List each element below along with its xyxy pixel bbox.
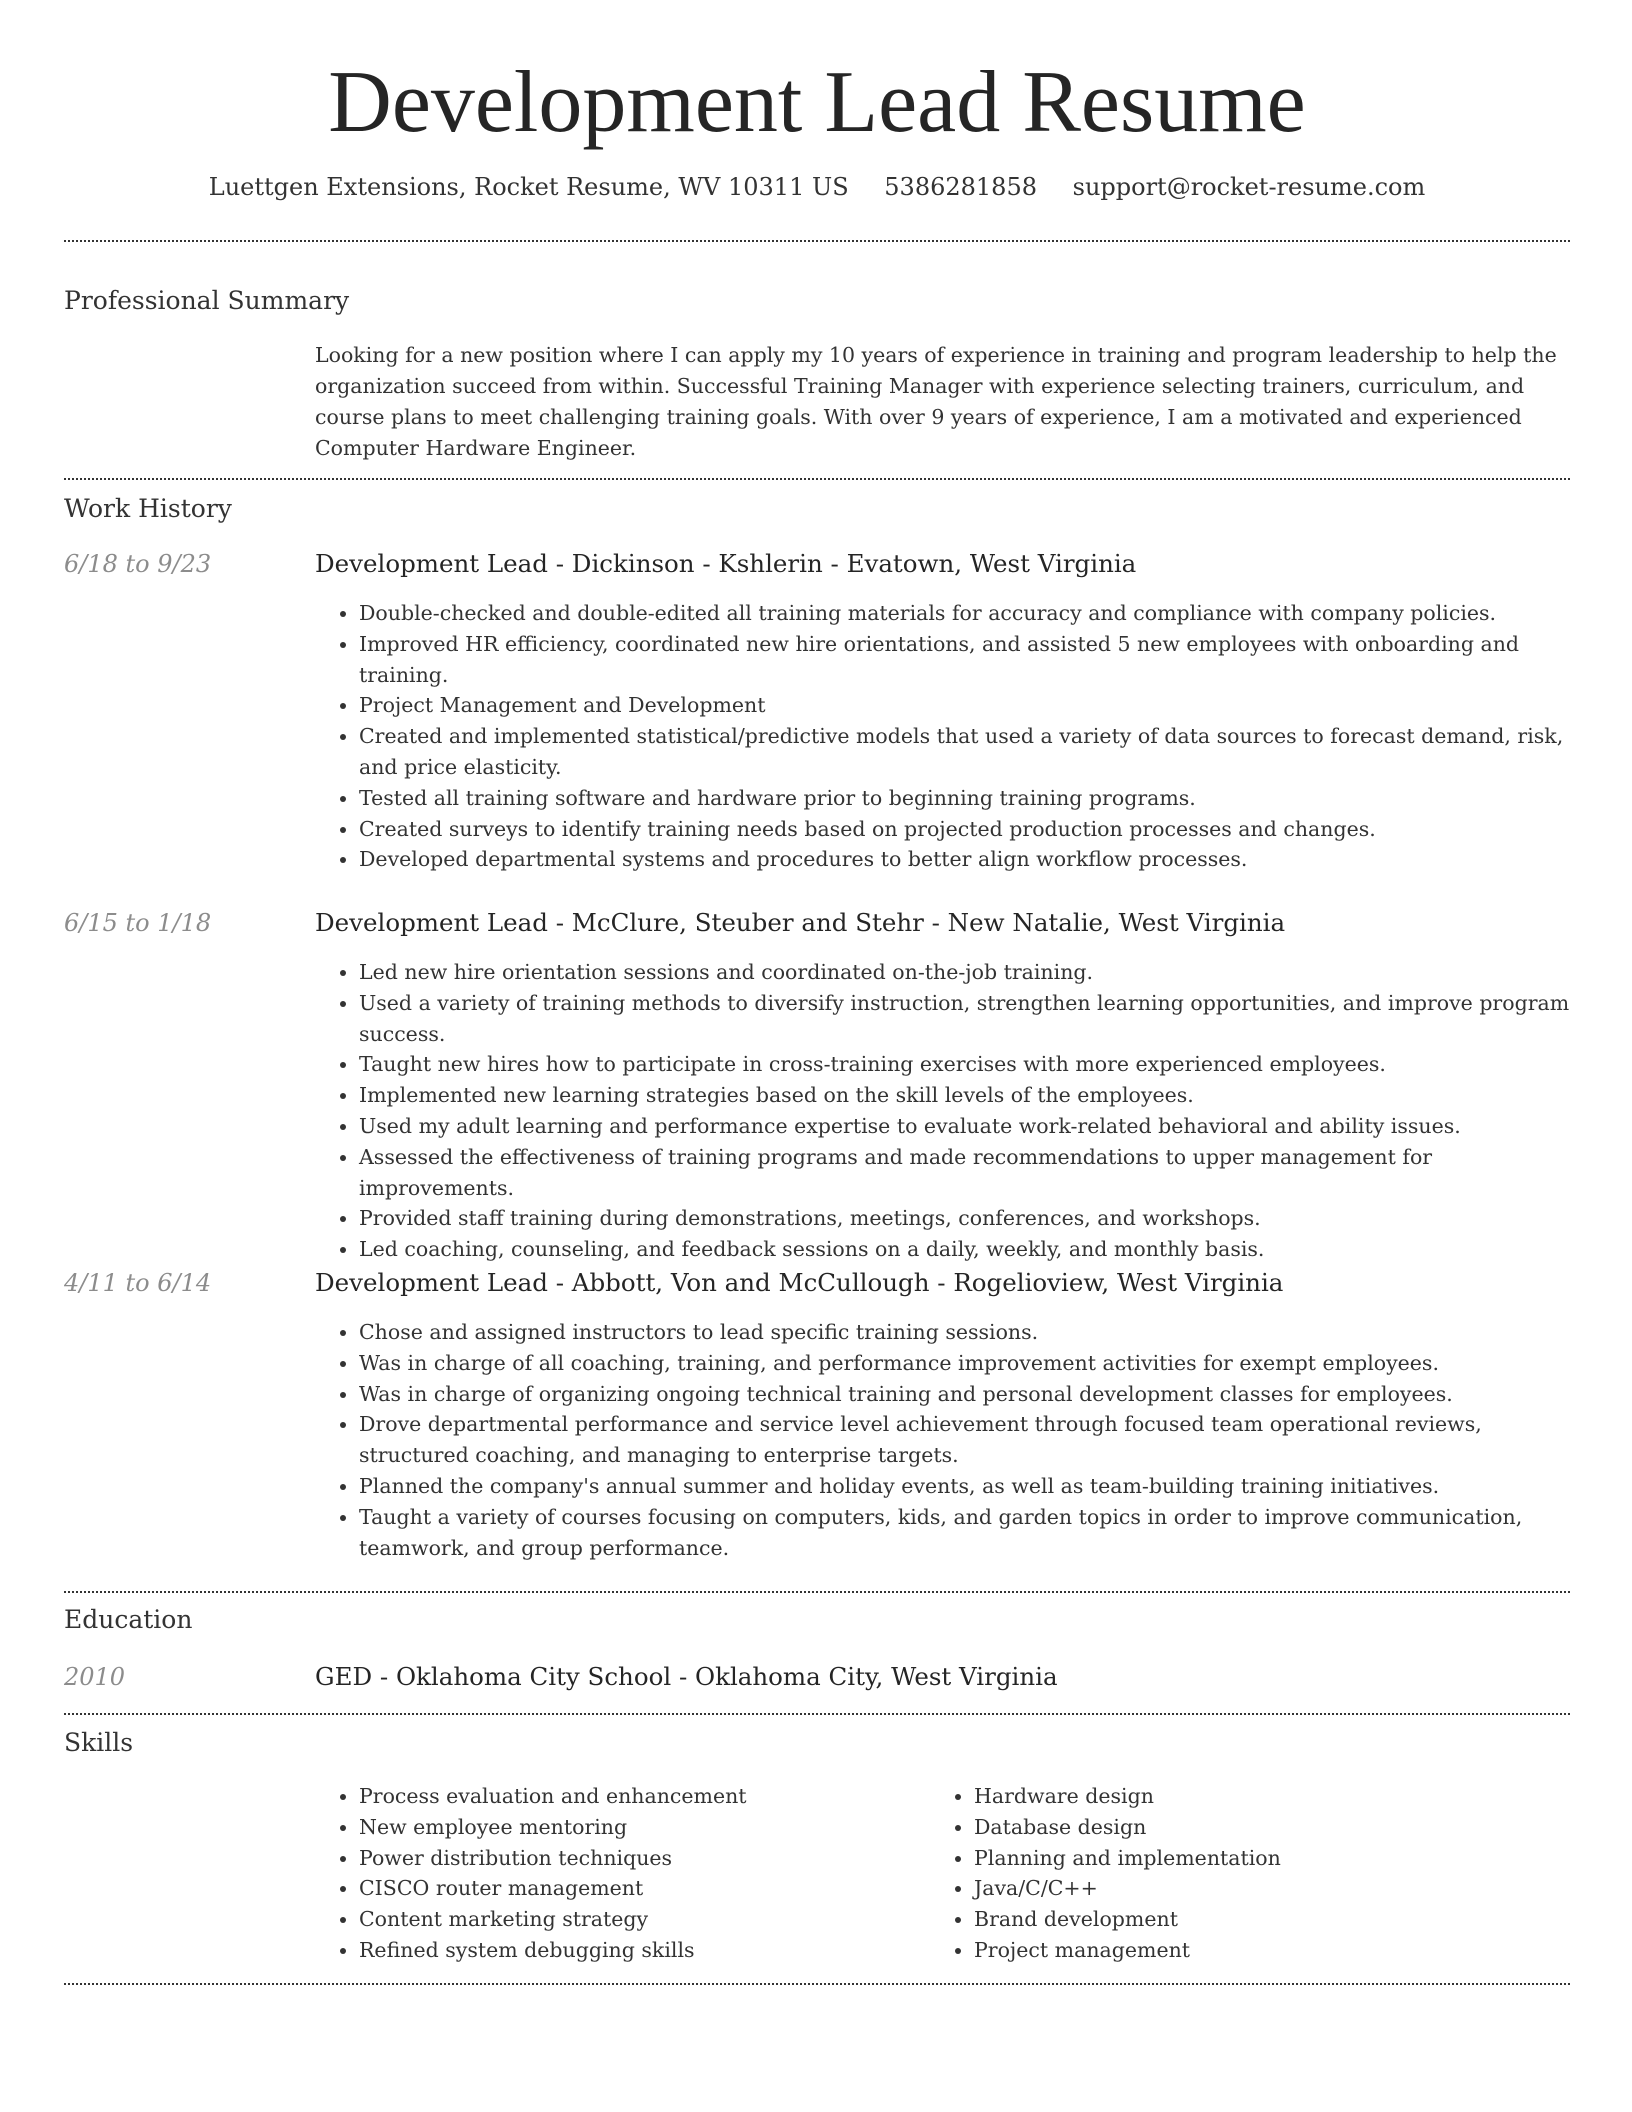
contact-email: support@rocket-resume.com <box>1072 173 1426 201</box>
skill-item: • New employee mentoring <box>359 1812 915 1843</box>
job-dates: 4/11 to 6/14 <box>64 1269 212 1297</box>
skill-item: • Refined system debugging skills <box>359 1935 915 1966</box>
job-bullet: • Was in charge of organizing ongoing technical training and personal development classes for employees. <box>359 1379 1575 1410</box>
job-bullets <box>315 957 1575 1265</box>
job-bullet: • Created surveys to identify training needs based on projected production processes and changes. <box>359 814 1575 845</box>
skills-list-right <box>930 1781 1530 1966</box>
divider <box>64 478 1570 480</box>
skill-item: • Brand development <box>974 1904 1530 1935</box>
job-bullet: • Taught new hires how to participate in cross-training exercises with more experienced employees. <box>359 1049 1575 1080</box>
skill-item: • Content marketing strategy <box>359 1904 915 1935</box>
job-bullet: • Led new hire orientation sessions and coordinated on-the-job training. <box>359 957 1575 988</box>
skill-item: • Power distribution techniques <box>359 1843 915 1874</box>
job-bullet: • Provided staff training during demonstrations, meetings, conferences, and workshops. <box>359 1203 1575 1234</box>
job-dates: 6/15 to 1/18 <box>64 909 212 937</box>
job-title: Development Lead - Dickinson - Kshlerin - Evatown, West Virginia <box>315 549 1137 578</box>
skills-heading: Skills <box>64 1728 134 1757</box>
job-bullets <box>315 598 1575 875</box>
work-history-heading: Work History <box>64 494 232 523</box>
skills-list-left <box>315 1781 915 1966</box>
job-bullet: • Planned the company's annual summer and holiday events, as well as team-building training initiatives. <box>359 1471 1575 1502</box>
skill-item: • Process evaluation and enhancement <box>359 1781 915 1812</box>
job-bullet: • Used a variety of training methods to diversify instruction, strengthen learning opportunities, and improve program success. <box>359 988 1575 1050</box>
job-bullet: • Double-checked and double-edited all training materials for accuracy and compliance with company policies. <box>359 598 1575 629</box>
job-bullet: • Tested all training software and hardware prior to beginning training programs. <box>359 783 1575 814</box>
education-heading: Education <box>64 1605 193 1634</box>
skill-item: • Java/C/C++ <box>974 1873 1530 1904</box>
job-bullet: • Improved HR efficiency, coordinated new hire orientations, and assisted 5 new employees with onboarding and training. <box>359 629 1575 691</box>
divider <box>64 240 1570 242</box>
contact-address: Luettgen Extensions, Rocket Resume, WV 10311 US <box>208 173 849 201</box>
education-year: 2010 <box>64 1663 126 1691</box>
job-bullet: • Assessed the effectiveness of training programs and made recommendations to upper management for improvements. <box>359 1142 1575 1204</box>
summary-heading: Professional Summary <box>64 286 350 315</box>
divider <box>64 1713 1570 1715</box>
job-bullet: • Was in charge of all coaching, training, and performance improvement activities for exempt employees. <box>359 1348 1575 1379</box>
job-bullet: • Led coaching, counseling, and feedback sessions on a daily, weekly, and monthly basis. <box>359 1234 1575 1265</box>
skill-item: • Database design <box>974 1812 1530 1843</box>
skill-item: • Project management <box>974 1935 1530 1966</box>
job-title: Development Lead - Abbott, Von and McCullough - Rogelioview, West Virginia <box>315 1268 1284 1297</box>
job-dates: 6/18 to 9/23 <box>64 550 212 578</box>
contact-phone: 5386281858 <box>884 173 1037 201</box>
summary-text: Looking for a new position where I can apply my 10 years of experience in training and program leadership to help the organization succeed from within. Successful Training Manager with experience selecting trainers, curriculum, and course plans to meet challenging training goals. With over 9 years of experience, I am a motivated and experienced Computer Hardware Engineer. <box>315 343 1557 460</box>
skill-item: • Planning and implementation <box>974 1843 1530 1874</box>
job-bullet: • Developed departmental systems and procedures to better align workflow processes. <box>359 844 1575 875</box>
job-bullet: • Taught a variety of courses focusing on computers, kids, and garden topics in order to improve communication, teamwork, and group performance. <box>359 1502 1575 1564</box>
contact-line <box>64 170 1570 204</box>
job-bullet: • Drove departmental performance and service level achievement through focused team operational reviews, structured coaching, and managing to enterprise targets. <box>359 1409 1575 1471</box>
divider <box>64 1983 1570 1985</box>
resume-title: Development Lead Resume <box>328 54 1306 151</box>
divider <box>64 1591 1570 1593</box>
job-bullet: • Used my adult learning and performance expertise to evaluate work-related behavioral and ability issues. <box>359 1111 1575 1142</box>
skill-item: • Hardware design <box>974 1781 1530 1812</box>
job-bullet: • Project Management and Development <box>359 690 1575 721</box>
job-title: Development Lead - McClure, Steuber and Stehr - New Natalie, West Virginia <box>315 908 1286 937</box>
education-degree: GED - Oklahoma City School - Oklahoma City, West Virginia <box>315 1662 1058 1691</box>
job-bullet: • Implemented new learning strategies based on the skill levels of the employees. <box>359 1080 1575 1111</box>
job-bullet: • Created and implemented statistical/predictive models that used a variety of data sources to forecast demand, risk, and price elasticity. <box>359 721 1575 783</box>
skill-item: • CISCO router management <box>359 1873 915 1904</box>
job-bullets <box>315 1317 1575 1563</box>
job-bullet: • Chose and assigned instructors to lead specific training sessions. <box>359 1317 1575 1348</box>
